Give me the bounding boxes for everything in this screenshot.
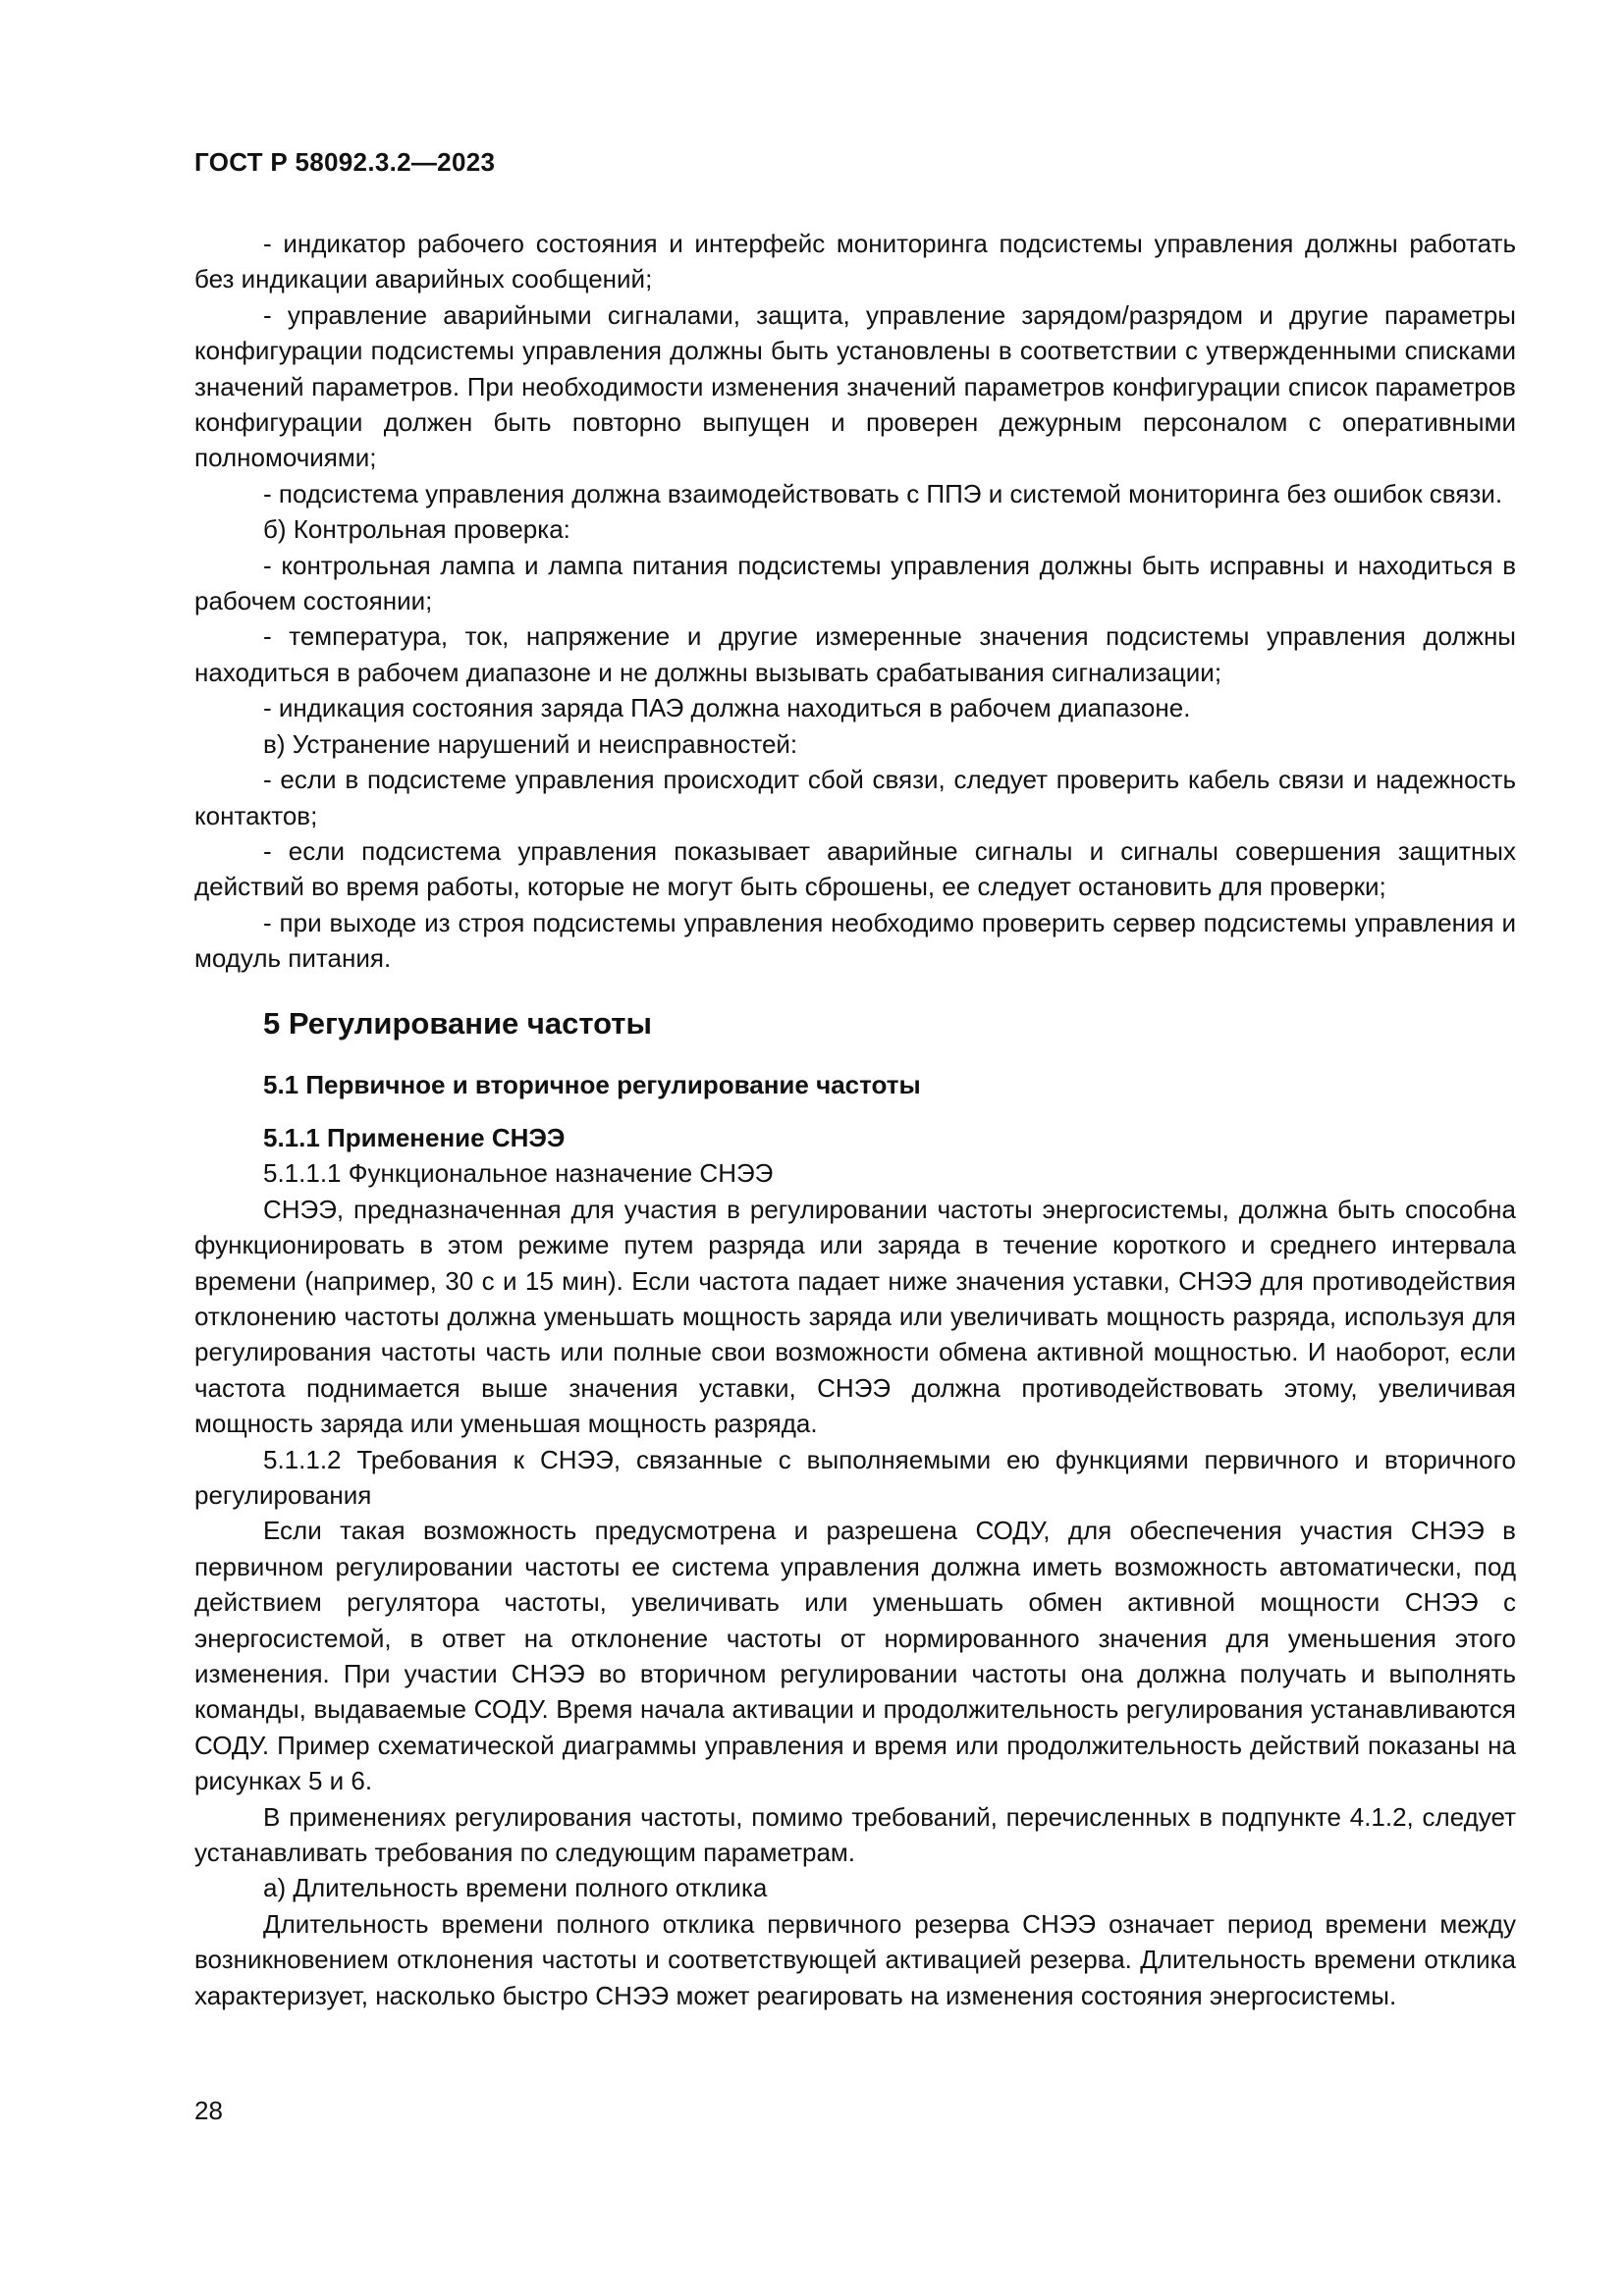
section-heading: 5 Регулирование частоты [263, 1005, 652, 1041]
list-item-heading: а) Длительность времени полного отклика [263, 1873, 768, 1903]
paragraph: Длительность времени полного отклика первичного резерва СНЭЭ означает период времени между возникновением отклонения частоты и соответствующей активацией резерва. Длительность времени отклика характеризует, насколько быстро СНЭЭ может реагировать на изменения состояния энергосистемы. [194, 1908, 1516, 2010]
paragraph: Если такая возможность предусмотрена и разрешена СОДУ, для обеспечения участия СНЭЭ в первичном регулировании частоты ее система управления должна иметь возможность автоматически, под действием регулятора частоты, увеличивать или уменьшать обмен активной мощности СНЭЭ с энергосистемой, в ответ на отклонение частоты от нормированного значения для уменьшения этого изменения. При участии СНЭЭ во вторичном регулировании частоты она должна получать и выполнять команды, выдаваемые СОДУ. Время начала активации и продолжительность регулирования устанавливаются СОДУ. Пример схематической диаграммы управления и время или продолжительность действий показаны на рисунках 5 и 6. [194, 1516, 1516, 1796]
paragraph: - при выходе из строя подсистемы управления необходимо проверить сервер подсистемы управления и модуль питания. [194, 907, 1516, 974]
page-header: ГОСТ Р 58092.3.2—2023 [194, 147, 496, 177]
paragraph: в) Устранение нарушений и неисправностей: [263, 728, 798, 759]
paragraph: В применениях регулирования частоты, помимо требований, перечисленных в подпункте 4.1.2, следует устанавливать требования по следующим параметрам. [194, 1801, 1516, 1868]
paragraph: - если в подсистеме управления происходит сбой связи, следует проверить кабель связи и надежность контактов; [194, 765, 1516, 830]
paragraph: - индикатор рабочего состояния и интерфейс мониторинга подсистемы управления должны работать без индикации аварийных сообщений; [194, 229, 1516, 294]
subsection-heading: 5.1 Первичное и вторичное регулирование частоты [263, 1069, 921, 1099]
paragraph: - индикация состояния заряда ПАЭ должна находиться в рабочем диапазоне. [263, 693, 1191, 723]
paragraph: - контрольная лампа и лампа питания подсистемы управления должны быть исправны и находиться в рабочем состоянии; [194, 550, 1516, 616]
paragraph: - если подсистема управления показывает аварийные сигналы и сигналы совершения защитных действий во время работы, которые не могут быть сброшены, ее следует остановить для проверки; [194, 835, 1516, 902]
paragraph: - подсистема управления должна взаимодействовать с ППЭ и системой мониторинга без ошибок связи. [263, 478, 1503, 508]
subsubsection-heading: 5.1.1 Применение СНЭЭ [263, 1122, 566, 1152]
clause-title: 5.1.1.2 Требования к СНЭЭ, связанные с выполняемыми ею функциями первичного и вторичного регулирования [194, 1444, 1516, 1510]
paragraph: б) Контрольная проверка: [263, 514, 570, 545]
paragraph: - управление аварийными сигналами, защита, управление зарядом/разрядом и другие параметры конфигурации подсистемы управления должны быть установлены в соответствии с утвержденными списками значений параметров. При необходимости изменения значений параметров конфигурации список параметров конфигурации должен быть повторно выпущен и проверен дежурным персоналом с оперативными полномочиями; [194, 299, 1516, 473]
page-number: 28 [194, 2096, 223, 2125]
paragraph: СНЭЭ, предназначенная для участия в регулировании частоты энергосистемы, должна быть способна функционировать в этом режиме путем разряда или заряда в течение короткого и среднего интервала времени (например, 30 с и 15 мин). Если частота падает ниже значения уставки, СНЭЭ для противодействия отклонению частоты должна уменьшать мощность заряда или увеличивать мощность разряда, используя для регулирования частоты часть или полные свои возможности обмена активной мощностью. И наоборот, если частота поднимается выше значения уставки, СНЭЭ должна противодействовать этому, увеличивая мощность заряда или уменьшая мощность разряда. [194, 1194, 1516, 1439]
document-body [194, 226, 1516, 2013]
clause-title: 5.1.1.1 Функциональное назначение СНЭЭ [263, 1158, 774, 1189]
paragraph: - температура, ток, напряжение и другие измеренные значения подсистемы управления должны находиться в рабочем диапазоне и не должны вызывать срабатывания сигнализации; [194, 621, 1516, 687]
